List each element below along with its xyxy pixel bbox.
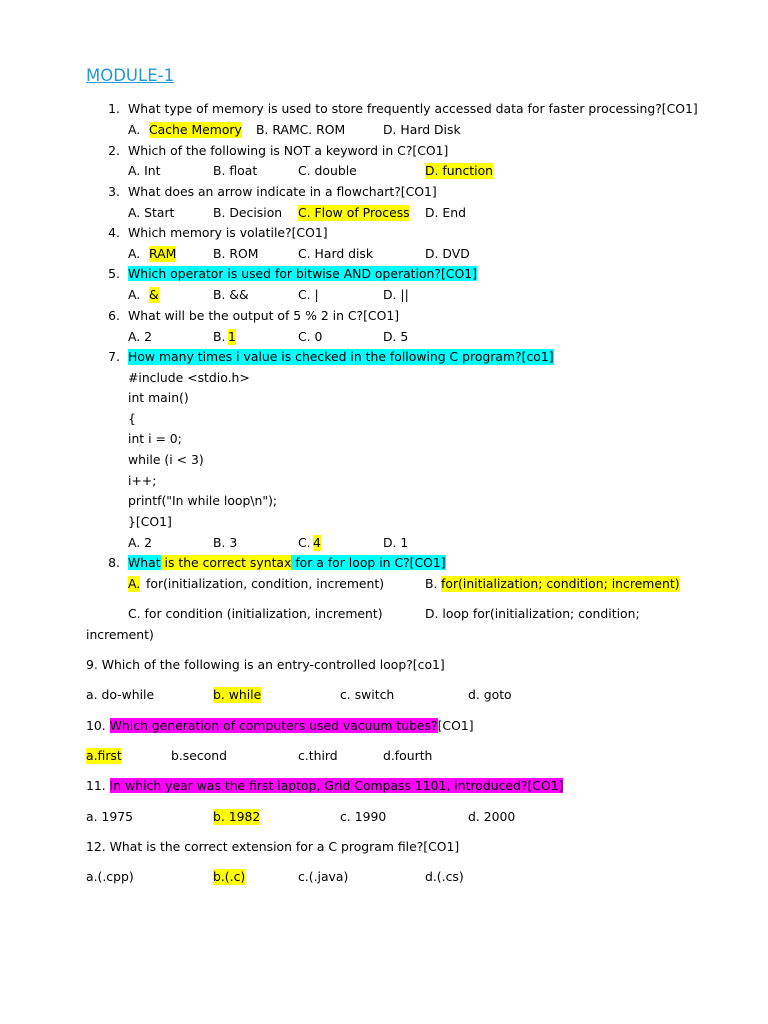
option-a: A. 2	[128, 535, 153, 550]
option-d: D. loop for(initialization; condition;	[425, 606, 640, 621]
question-number: 10.	[86, 718, 110, 733]
question-number: 4.	[108, 225, 120, 240]
question-text-highlight: In which year was the first laptop, Grid Compass 1101, introduced?[CO1]	[109, 778, 564, 793]
option-a: a. 1975	[86, 809, 134, 824]
question-number: 7.	[108, 349, 120, 364]
option-d: D. End	[425, 205, 466, 220]
question-number: 1.	[108, 101, 120, 116]
option-a-label: A.	[128, 246, 141, 261]
option-c: C. 0	[298, 329, 323, 344]
option-d: D. 5	[383, 329, 409, 344]
option-d: d.(.cs)	[425, 869, 464, 884]
option-d-answer: D. function	[425, 163, 494, 178]
option-a-label: A.	[128, 287, 141, 302]
option-a: a.(.cpp)	[86, 869, 134, 884]
question-text: How many times i value is checked in the following C program?[co1]	[128, 349, 554, 364]
question-text	[128, 555, 446, 571]
question-number: 5.	[108, 266, 120, 281]
option-d: D. ||	[383, 287, 409, 302]
option-c: c.third	[298, 748, 338, 763]
question-text: 12. What is the correct extension for a C program file?[CO1]	[86, 839, 460, 854]
code-line: while (i < 3)	[128, 452, 204, 467]
option-d: D. 1	[383, 535, 409, 550]
option-c: c. switch	[340, 687, 395, 702]
option-a-answer: RAM	[149, 246, 177, 261]
question-number: 8.	[108, 555, 120, 570]
question-text: 9. Which of the following is an entry-controlled loop?[co1]	[86, 657, 445, 672]
option-a: A. 2	[128, 329, 153, 344]
option-b-answer: b. 1982	[213, 809, 261, 824]
question-text-part: for a for loop in C?[CO1]	[291, 555, 446, 570]
code-line: int main()	[128, 390, 189, 405]
code-line: i++;	[128, 473, 157, 488]
option-b: B. RAMC. ROM	[256, 122, 346, 137]
option-d: D. DVD	[425, 246, 470, 261]
option-d: d. 2000	[468, 809, 516, 824]
option-c-answer: C. Flow of Process	[298, 205, 410, 220]
code-line: int i = 0;	[128, 431, 182, 446]
option-b-answer: b. while	[213, 687, 262, 702]
question-text	[86, 718, 474, 734]
option-b-answer: 1	[228, 329, 236, 344]
code-line: {	[128, 411, 136, 426]
option-a-label: A.	[128, 576, 141, 591]
option-d: d. goto	[468, 687, 512, 702]
question-number: 11.	[86, 778, 110, 793]
option-b-label: B.	[213, 329, 226, 344]
question-text-highlight: Which generation of computers used vacuum tubes?	[109, 718, 438, 733]
option-a: A. Start	[128, 205, 175, 220]
option-a: for(initialization, condition, increment)	[146, 576, 385, 591]
option-b: B. Decision	[213, 205, 283, 220]
option-c: C. Hard disk	[298, 246, 374, 261]
question-tag: [CO1]	[437, 718, 474, 733]
question-number: 6.	[108, 308, 120, 323]
question-number: 2.	[108, 143, 120, 158]
option-a-answer: &	[149, 287, 159, 302]
option-d-continued: increment)	[86, 627, 154, 642]
question-text-part: What	[128, 555, 161, 570]
option-b-answer: b.(.c)	[213, 869, 246, 884]
option-c: c. 1990	[340, 809, 387, 824]
option-c: c.(.java)	[298, 869, 349, 884]
option-d: d.fourth	[383, 748, 433, 763]
code-line: #include <stdio.h>	[128, 370, 250, 385]
option-c: C. for condition (initialization, increment)	[128, 606, 383, 621]
option-a-answer: Cache Memory	[149, 122, 242, 137]
code-line: }[CO1]	[128, 514, 172, 529]
option-c-label: C.	[298, 535, 311, 550]
option-c: C. |	[298, 287, 319, 302]
question-text	[128, 266, 477, 282]
option-b: B. float	[213, 163, 258, 178]
question-text-part: Which operator	[128, 266, 224, 281]
option-a-label: A.	[128, 122, 141, 137]
option-d: D. Hard Disk	[383, 122, 461, 137]
code-line: printf("In while loop\n");	[128, 493, 278, 508]
option-b: B. &&	[213, 287, 249, 302]
question-text-part: is used for bitwise AND operation?[CO1]	[223, 266, 477, 281]
option-b: B. ROM	[213, 246, 259, 261]
question-text: What will be the output of 5 % 2 in C?[CO1]	[128, 308, 400, 323]
option-b-label: B.	[425, 576, 438, 591]
option-b: B. 3	[213, 535, 238, 550]
option-a: a. do-while	[86, 687, 155, 702]
question-text: Which of the following is NOT a keyword in C?[CO1]	[128, 143, 449, 158]
option-a: A. Int	[128, 163, 161, 178]
question-number: 3.	[108, 184, 120, 199]
option-a-answer: a.first	[86, 748, 122, 763]
module-heading: MODULE-1	[86, 66, 175, 85]
option-c: C. double	[298, 163, 357, 178]
question-text: Which memory is volatile?[CO1]	[128, 225, 328, 240]
question-text	[86, 778, 563, 794]
option-b: b.second	[171, 748, 227, 763]
question-text: What type of memory is used to store frequently accessed data for faster processing?[CO1]	[128, 101, 698, 116]
option-b-answer: for(initialization; condition; increment)	[441, 576, 680, 591]
question-text: What does an arrow indicate in a flowchart?[CO1]	[128, 184, 437, 199]
option-c-answer: 4	[313, 535, 321, 550]
question-text-part: is the correct syntax	[160, 555, 292, 570]
